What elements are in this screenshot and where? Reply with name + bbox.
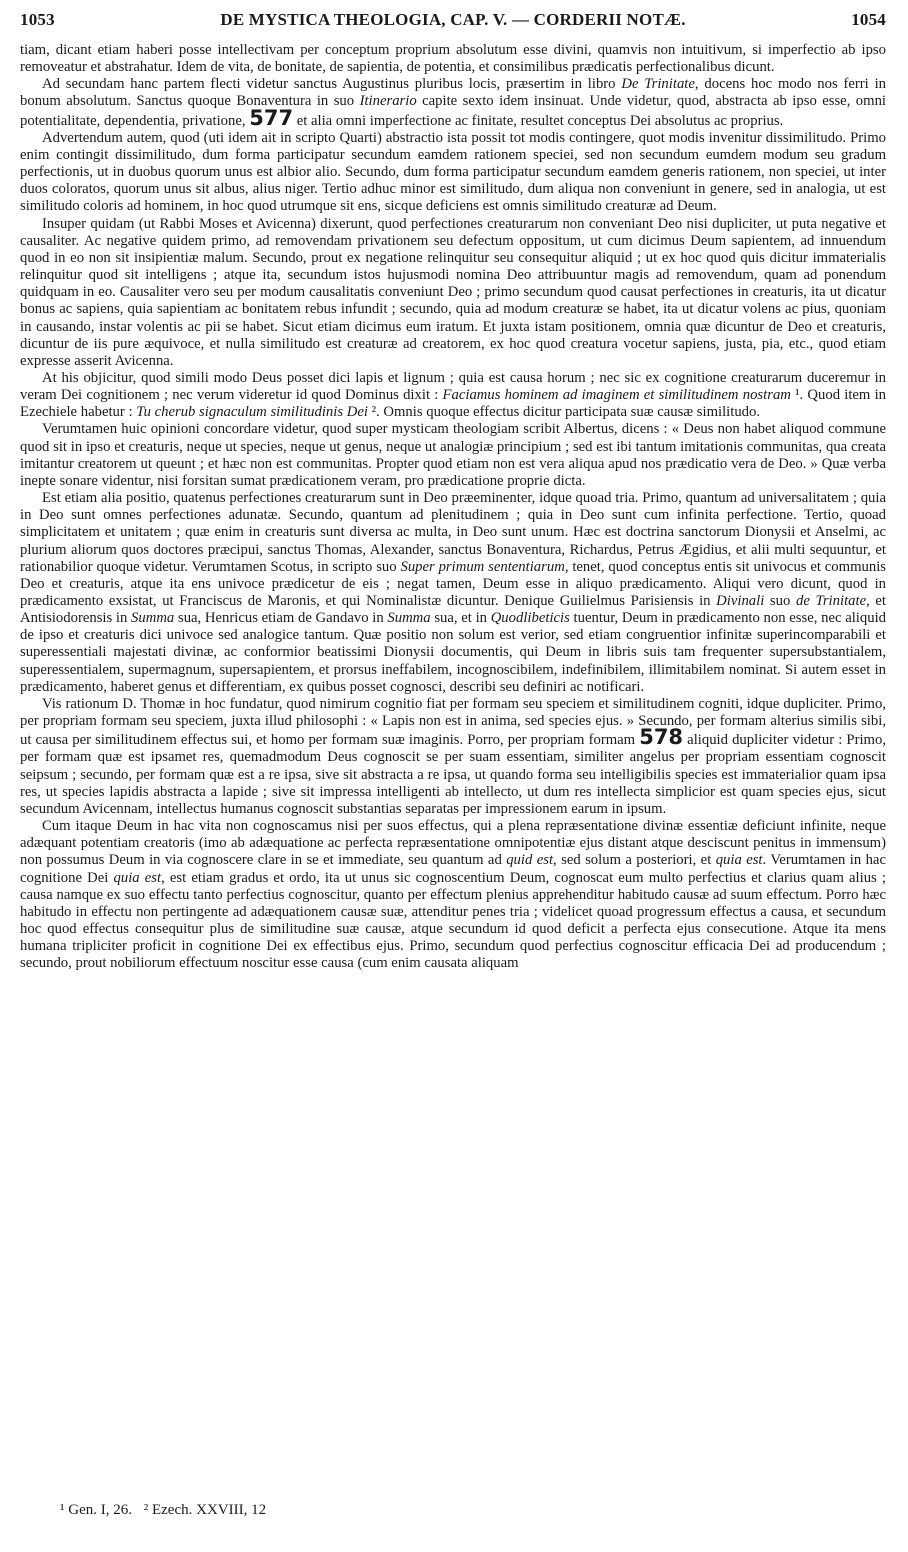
page-number-left: 1053 <box>20 10 55 29</box>
text-run: Vis rationum D. Thomæ in hoc fundatur, quod nimirum cognitio fiat per formam seu speciem et similitudinem cogniti, idque dupliciter. Primo, per propriam formam seu speciem, juxta illud philosophi : « Lapis non est in anima, sed species ejus. » Secundo, per formam alterius similis sibi, ut causa per similitudinem effectus sui, et homo per formam suæ imaginis. Porro, per propriam formam <box>20 695 886 749</box>
paragraph <box>20 216 886 370</box>
text-run: Ad secundam hanc partem flecti videtur sanctus Augustinus pluribus locis, præsertim in libro <box>42 76 622 93</box>
italic-text: de Trinitate <box>795 593 867 609</box>
paragraph <box>20 76 886 129</box>
text-run: , et Antisiodorensis in <box>20 593 887 627</box>
margin-number: 578 <box>639 725 684 750</box>
paragraph <box>20 370 886 421</box>
text-run: , est etiam gradus et ordo, ita ut unus sic cognoscentium Deum, cognoscat eum multo perfectius et clarius quam alius ; causa namque ex suo effectu tanto perfectius cognoscitur, quanto per effectum plenius apprehenditur habitudo causæ ad suum effectum. Porro hæc habitudo in effectu non pertingente ad adæquationem causæ suæ, attenditur penes tria ; videlicet quoad progressum effectus a causa, et secundum hoc quod effectus consequitur plus de similitudine suæ causæ, atque secundum id quod deficit a perfecta ejus consecutione. Atque ita mens humana tripliciter proficit in cognitione Dei ex effectibus ejus. Primo, secundum quod perfectius cognoscitur efficacia Dei ad producendum ; secundo, prout nobiliorum effectuum noscitur esse causa (cum enim causata aliquam <box>20 869 886 972</box>
italic-text: Divinali <box>716 593 765 609</box>
text-run: tiam, dicant etiam haberi posse intellectivam per conceptum proprium absolutum esse divini, quamvis non intuitivum, si imperfectio ab ipso removeatur et abstrahatur. Idem de vita, de bonitate, de sapientia, de potentia, et consimilibus prædicatis perfectionalibus dicunt. <box>20 42 886 76</box>
text-run: Insuper quidam (ut Rabbi Moses et Avicenna) dixerunt, quod perfectiones creaturarum non conveniant Deo nisi dupliciter, ut puta negative et causaliter. Ac negative quidem primo, ad removendam privationem seu defectum oppositum, ut cum dicimus Deum sapientem, ad innuendum quod in eo non sit insipientiæ malum. Secundo, prout ex negatione relinquitur seu consequitur aliquid ; ut ex hoc quod quis dicitur immaterialis relinquitur quod sit intelligens ; atque ita, secundum istos hujusmodi nomina Deo attribuuntur magis ad removendum, quam ad ponendum quidquam in eo. Causaliter vero seu per modum causalitatis conveniunt Deo ; primo secundum quod causat perfectiones in creaturis, ita ut dicatur bonus ac sapiens, quia sapientiam ac bonitatem rebus infundit ; secundo, quia ad modum creaturæ se habet, ita ut dicatur volens ac pius, quoniam in causando, instar volentis ac pii se habet. Sicut etiam dicimus eum iratum. Et juxta istam positionem, omnia quæ dicuntur de Deo et creaturis, dicuntur de iis pure æquivoce, et nulla similitudo est creaturæ ad creatorem, ex hoc quod creatura vocetur sapiens, justa, pia, etc., quod etiam expresse asserit Avicenna. <box>20 215 886 369</box>
text-run: capite sexto idem insinuat. Unde videtur, quod, abstracta ab ipso esse, omni potentialitate, dependentia, privatione, <box>20 93 887 129</box>
text-run: suo <box>764 593 796 609</box>
italic-text: Summa <box>387 610 431 627</box>
text-run: Advertendum autem, quod (uti idem ait in scripto Quarti) abstractio ista possit tot modis contingere, quot modis invenitur dissimilitudo. Primo enim contingit dissimilitudo, dum forma participatur secundum eamdem rationem speciei, sed non secundum eumdem modum seu gradum perfectionis, ut in duobus quorum unus est albior alio. Secundo, dum forma participatur secundum eamdem generis rationem, non speciei, ut inter duos coloratos, quorum unus sit albus, alius niger. Tertio adhuc minor est similitudo, dum aliqua non conveniunt in genere, sed in analogia, ut est similitudo coloris ad hominem, in hoc quod utrumque sit ens, sicque deficiens est omnis similitudo creaturæ ad Deum. <box>20 129 886 215</box>
paragraph <box>20 130 886 216</box>
italic-text: Quodlibeticis <box>490 610 570 627</box>
italic-text: quid est <box>506 852 554 869</box>
italic-text: Summa <box>131 610 175 627</box>
text-run: . Verumtamen in hac cognitione Dei <box>20 852 886 886</box>
italic-text: Itinerario <box>359 93 417 110</box>
footnote: ¹ Gen. I, 26. <box>60 1502 132 1518</box>
text-run: , docens hoc modo nos ferri in bonum absolutum. Sanctus quoque Bonaventura in suo <box>20 76 886 110</box>
text-run: Verumtamen huic opinioni concordare videtur, quod super mysticam theologiam scribit Albertus, dicens : « Deus non habet aliquod commune quod sit in ipso et creaturis, neque ut species, neque ut genus, neque ut analogiæ principium ; sed est ibi tantum imitationis communitas, qua creata imitantur creatorem ut queunt ; et hæc non est communitas. Propter quod etiam non est vera aliqua apud nos prædicatio vera de Deo. » Quæ verba inepte sonare videntur, nisi forsitan sumat prædicationem veram, pro prædicatione proprie dicta. <box>20 421 886 489</box>
running-title: DE MYSTICA THEOLOGIA, CAP. V. — CORDERII NOTÆ. <box>220 10 686 29</box>
text-run: ¹. Quod item in Ezechiele habetur : <box>20 387 886 421</box>
text-run: aliquid dupliciter videtur : Primo, per formam quæ est ipsamet res, quemadmodum Deus cognoscit se per suam essentiam, similiter angelus per propriam essentiam cognoscit seipsum ; secundo, per formam quæ est a re ipsa, sive sit abstracta a re ipsa, ut quando forma seu intelligibilis species est immaterialior quam ipsa res, ut species lapidis abstracta a lapide ; sive sit impressa intelligenti ab intellecto, ut dum res intellecta simplicior est quam species ejus, sicut secundum Avicennam, intellectus humanus cognoscit substantias separatas per impressionem earum in ipsum. <box>20 732 886 817</box>
body-text <box>20 42 886 972</box>
text-run: Est etiam alia positio, quatenus perfectiones creaturarum sunt in Deo præeminenter, idque quoad tria. Primo, quantum ad universalitatem ; quia in Deo sunt omnes perfectiones adunatæ. Secundo, quantum ad plenitudinem ; quia in Deo sunt cum infinita perfectione. Tertio, quoad simplicitatem et unitatem ; quæ enim in creaturis sunt diversa ac multa, in Deo sunt unum. Hæc est doctrina sanctorum Dionysii et Anselmi, ac plurium aliorum quos doctores præcipui, sanctus Thomas, Alexander, sanctus Bonaventura, Richardus, Petrus Ægidius, et alii multi sequuntur, et rationabilior quoque videtur. Verumtamen Scotus, in scripto suo <box>20 490 886 575</box>
text-run: Cum itaque Deum in hac vita non cognoscamus nisi per suos effectus, qui a plena repræsentatione divinæ essentiæ deficiunt infinite, neque adæquant potentiam creatoris (imo ab adæquatione ac perfecta repræsentatione omnipotentiæ ejus distant atque desciscunt penitus in immensum) non possumus Deum in via cognoscere clare in se et immediate, seu quantum ad <box>20 818 886 869</box>
text-run: At his objicitur, quod simili modo Deus posset dici lapis et lignum ; quia est causa horum ; nec sic ex cognitione creaturarum duceremur in veram Dei cognitionem ; nec verum videretur id quod Dominus dixit : <box>20 369 886 404</box>
paragraph <box>20 696 886 818</box>
footnotes <box>60 1502 274 1519</box>
running-header <box>20 10 886 36</box>
text-run: sua, Henricus etiam de Gandavo in <box>174 610 388 627</box>
paragraph <box>20 42 886 76</box>
paragraph <box>20 421 886 490</box>
italic-text: Super primum sententiarum <box>400 558 565 575</box>
text-run: , tenet, quod conceptus entis sit univocus et communis Deo et creaturis, atque ita ens univoce prædicetur de eis ; negat tamen, Deum esse in aliquo prædicamento. Aliqui vero dicunt, quod in prædicamento exsistat, ut Franciscus de Maronis, et qui Nominalistæ dicuntur. Denique Guilielmus Parisiensis in <box>20 558 886 609</box>
italic-text: Tu cherub signaculum similitudinis Dei <box>136 404 368 421</box>
italic-text: quia est <box>715 852 763 869</box>
text-run: tuentur, Deum in prædicamento non esse, nec aliquid de ipso et creaturis dici univoce sed analogice tantum. Quæ positio non solum est verior, sed etiam congruentior infinitæ superincomparabili et superessentiali majestati divinæ, ac conformior beatissimi Dionysii documentis, qui Deum in libris suis tam frequenter supersubstantialem, superessentialem, supermagnum, supersapientem, et prorsus ineffabilem, incognoscibilem, indefinibilem, illimitabilem nominat. Si autem esset in prædicamento, haberet genus et differentiam, ex quibus posset cognosci, describi seu definiri ac notificari. <box>20 610 886 695</box>
text-run: sua, et in <box>430 610 491 627</box>
paragraph <box>20 818 886 972</box>
footnote: ² Ezech. XXVIII, 12 <box>143 1502 267 1518</box>
italic-text: quia est <box>113 869 162 886</box>
margin-number: 577 <box>249 105 294 130</box>
text-run: ². Omnis quoque effectus dicitur participata suæ causæ similitudo. <box>367 404 761 421</box>
text-run: , sed solum a posteriori, et <box>553 852 716 869</box>
page-number-right: 1054 <box>851 10 886 29</box>
italic-text: Faciamus hominem ad imaginem et similitudinem nostram <box>442 387 791 404</box>
text-run: et alia omni imperfectione ac finitate, resultet conceptus Dei absolutus ac proprius. <box>293 112 784 129</box>
paragraph <box>20 490 886 696</box>
italic-text: De Trinitate <box>621 76 695 93</box>
